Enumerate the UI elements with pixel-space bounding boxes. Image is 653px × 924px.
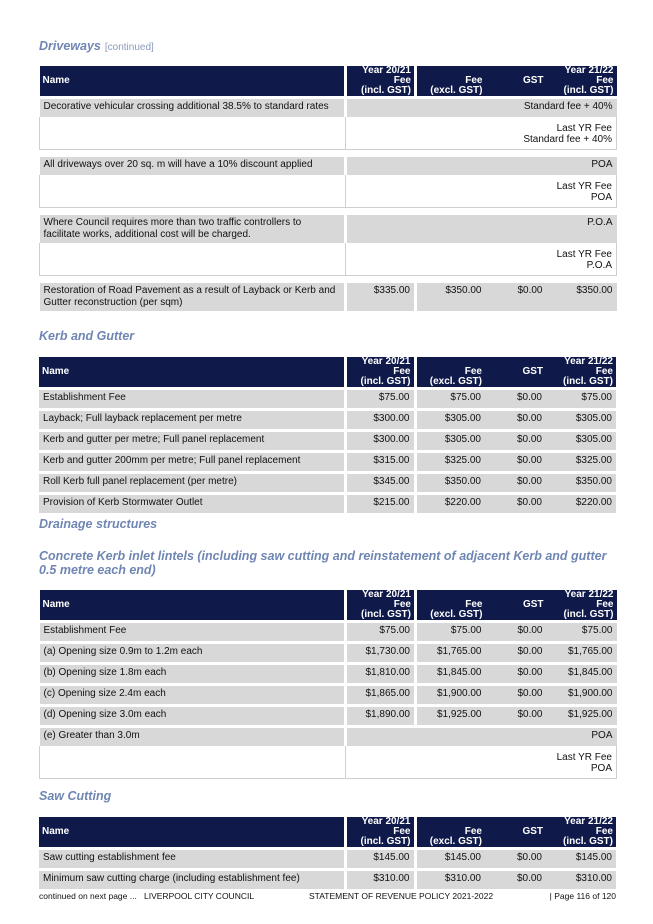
section-title-saw-cutting: Saw Cutting [39,789,112,803]
row-fee-incl-gst: $310.00 [546,870,616,890]
row-name: Establishment Fee [39,389,345,410]
row-fee-incl-gst: $1,900.00 [547,685,617,706]
row-fee-excl-gst: $75.00 [416,622,486,643]
row-fee-excl-gst: $145.00 [415,849,485,870]
row-fee-2021: $335.00 [346,282,416,312]
row-name: (c) Opening size 2.4m each [40,685,346,706]
row-fee-incl-gst: $325.00 [546,452,616,473]
row-gst: $0.00 [486,664,547,685]
row-fee-incl-gst: $1,925.00 [547,706,617,727]
row-name: Layback; Full layback replacement per metre [39,410,345,431]
row-fee-excl-gst: $325.00 [415,452,485,473]
section-title-driveways: Driveways [continued] [39,39,154,53]
table-row [39,849,616,870]
row-fee-excl-gst: $305.00 [415,431,485,452]
table-row [39,870,616,890]
last-year-row [40,746,617,779]
row-gst: $0.00 [485,849,546,870]
row-gst: $0.00 [486,622,547,643]
row-gst: $0.00 [486,643,547,664]
table-row [39,452,616,473]
table-row [39,494,616,514]
header-gst: GST [486,590,547,622]
header-gst: GST [485,357,546,389]
row-fee-excl-gst: $310.00 [415,870,485,890]
header-year-2122: Year 21/22 Fee (incl. GST) [547,590,617,622]
table-row [40,98,617,118]
table-row [40,664,617,685]
row-name: Provision of Kerb Stormwater Outlet [39,494,345,514]
table-row [40,685,617,706]
row-fee-2021: $215.00 [345,494,415,514]
row-gst: $0.00 [485,473,546,494]
row-gst: $0.00 [485,389,546,410]
row-fee-2021: $1,810.00 [346,664,416,685]
row-fee-2021: $315.00 [345,452,415,473]
last-year-blank [40,243,346,276]
table-row [40,643,617,664]
table-row [39,431,616,452]
header-year-2021: Year 20/21 Fee (incl. GST) [346,66,416,98]
table-row [39,389,616,410]
row-fee-excl-gst: $1,765.00 [416,643,486,664]
last-year-blank [40,117,346,150]
table-header-row [39,357,616,389]
row-gst: $0.00 [486,706,547,727]
row-fee-2021: $1,730.00 [346,643,416,664]
row-fee-incl-gst: $75.00 [546,389,616,410]
section-title-kerb-gutter: Kerb and Gutter [39,329,135,343]
footer-council: LIVERPOOL CITY COUNCIL [144,891,255,901]
row-gst: $0.00 [486,685,547,706]
header-year-2122: Year 21/22 Fee (incl. GST) [546,357,616,389]
table-header-row [40,590,617,622]
row-name: Restoration of Road Pavement as a result of Layback or Kerb and Gutter reconstruction (per sqm) [40,282,346,312]
row-gst: $0.00 [485,494,546,514]
row-fee-2021: $75.00 [346,622,416,643]
saw-cutting-table [39,817,616,889]
row-fee-incl-gst: $1,845.00 [547,664,617,685]
row-fee-incl-gst: $220.00 [546,494,616,514]
last-year-fee: Last YR Fee P.O.A [346,243,617,276]
last-year-row [40,175,617,208]
section-title-lintels: Concrete Kerb inlet lintels (including saw cutting and reinstatement of adjacent Kerb and gutter 0.5 metre each end) [39,549,607,577]
row-name: Saw cutting establishment fee [39,849,345,870]
table-row [40,622,617,643]
row-fee-excl-gst: $75.00 [415,389,485,410]
row-fee-incl-gst: $145.00 [546,849,616,870]
row-fee-2021: $345.00 [345,473,415,494]
lintels-table [39,590,617,779]
last-year-fee: Last YR Fee POA [346,746,617,779]
row-name: Kerb and gutter 200mm per metre; Full panel replacement [39,452,345,473]
table-row [39,410,616,431]
table-row [40,214,617,244]
row-gst: $0.00 [486,282,547,312]
header-year-2122: Year 21/22 Fee (incl. GST) [547,66,617,98]
continued-label: [continued] [104,42,154,53]
row-name: Establishment Fee [40,622,346,643]
row-fee-incl-gst: $305.00 [546,410,616,431]
row-fee-excl-gst: $350.00 [416,282,486,312]
row-fee-excl-gst: $1,925.00 [416,706,486,727]
row-name: All driveways over 20 sq. m will have a 10% discount applied [40,156,346,176]
header-year-2122: Year 21/22 Fee (incl. GST) [546,817,616,849]
row-name: (b) Opening size 1.8m each [40,664,346,685]
header-fee-excl-gst: Fee (excl. GST) [415,817,485,849]
table-row [39,473,616,494]
header-gst: GST [485,817,546,849]
footer-page-number: | Page 116 of 120 [549,891,616,901]
last-year-blank [40,746,346,779]
row-name: Decorative vehicular crossing additional 38.5% to standard rates [40,98,346,118]
row-fee-excl-gst: $1,845.00 [416,664,486,685]
row-gst: $0.00 [485,431,546,452]
driveways-table [39,66,617,311]
table-header-row [39,817,616,849]
header-gst: GST [486,66,547,98]
header-name: Name [40,590,346,622]
row-fee-2021: $1,890.00 [346,706,416,727]
row-fee-2021: $310.00 [345,870,415,890]
row-name: Where Council requires more than two traffic controllers to facilitate works, additional cost will be charged. [40,214,346,244]
table-row [40,156,617,176]
row-fee-2021: $1,865.00 [346,685,416,706]
row-fee-excl-gst: $220.00 [415,494,485,514]
row-fee-excl-gst: $350.00 [415,473,485,494]
table-row [40,282,617,312]
row-gst: $0.00 [485,410,546,431]
footer-statement: STATEMENT OF REVENUE POLICY 2021-2022 [309,891,494,901]
row-fee-incl-gst: $305.00 [546,431,616,452]
header-fee-excl-gst: Fee (excl. GST) [415,357,485,389]
row-fee-2021: $300.00 [345,431,415,452]
row-fee-excl-gst: $305.00 [415,410,485,431]
kerb-gutter-table [39,357,616,513]
row-fee-incl-gst: $75.00 [547,622,617,643]
row-fee-text: POA [346,727,617,747]
row-fee-incl-gst: $1,765.00 [547,643,617,664]
header-name: Name [39,817,345,849]
row-fee-2021: $75.00 [345,389,415,410]
last-year-row [40,117,617,150]
last-year-fee: Last YR Fee POA [346,175,617,208]
row-fee-2021: $145.00 [345,849,415,870]
header-year-2021: Year 20/21 Fee (incl. GST) [345,357,415,389]
header-year-2021: Year 20/21 Fee (incl. GST) [346,590,416,622]
table-header-row [40,66,617,98]
header-name: Name [39,357,345,389]
row-fee-text: Standard fee + 40% [346,98,617,118]
row-name: Kerb and gutter per metre; Full panel replacement [39,431,345,452]
row-gst: $0.00 [485,452,546,473]
table-row [40,727,617,747]
row-name: (a) Opening size 0.9m to 1.2m each [40,643,346,664]
row-name: Minimum saw cutting charge (including establishment fee) [39,870,345,890]
row-name: (d) Opening size 3.0m each [40,706,346,727]
row-gst: $0.00 [485,870,546,890]
header-fee-excl-gst: Fee (excl. GST) [416,590,486,622]
last-year-blank [40,175,346,208]
last-year-row [40,243,617,276]
row-fee-2021: $300.00 [345,410,415,431]
header-name: Name [40,66,346,98]
row-fee-text: P.O.A [346,214,617,244]
row-name: Roll Kerb full panel replacement (per metre) [39,473,345,494]
header-year-2021: Year 20/21 Fee (incl. GST) [345,817,415,849]
section-title-drainage: Drainage structures [39,517,158,531]
row-fee-text: POA [346,156,617,176]
row-fee-incl-gst: $350.00 [546,473,616,494]
footer-continued: continued on next page ... [39,891,137,901]
row-name: (e) Greater than 3.0m [40,727,346,747]
last-year-fee: Last YR Fee Standard fee + 40% [346,117,617,150]
table-row [40,706,617,727]
header-fee-excl-gst: Fee (excl. GST) [416,66,486,98]
row-fee-incl-gst: $350.00 [547,282,617,312]
row-fee-excl-gst: $1,900.00 [416,685,486,706]
